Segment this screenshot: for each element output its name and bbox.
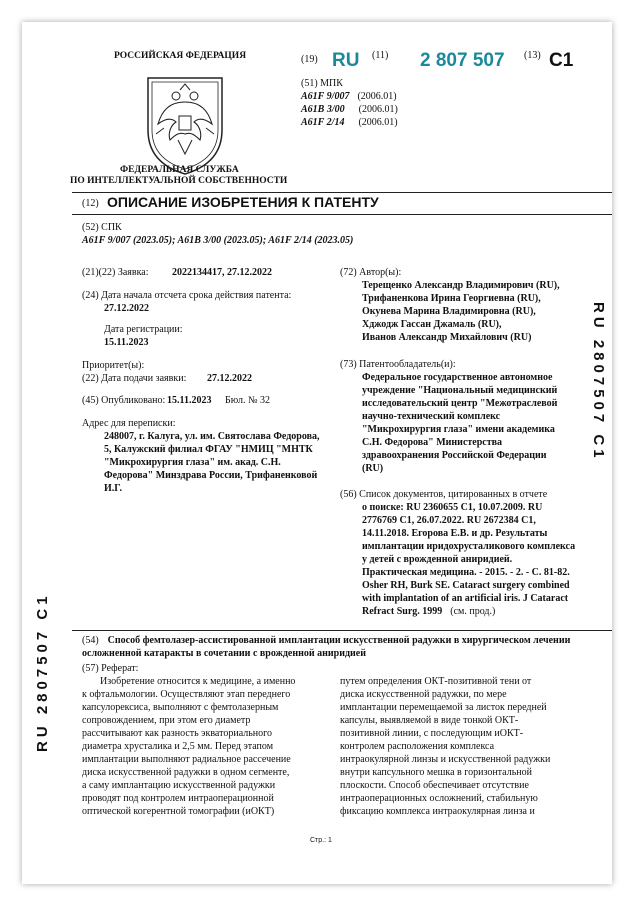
divider (72, 192, 612, 193)
address-label: Адрес для переписки: (82, 418, 176, 429)
cited-line: Osher RH, Burk SE. Cataract surgery combined (362, 580, 570, 591)
abstract-right-column (340, 675, 585, 818)
mpk-list (301, 90, 398, 129)
published-value: 15.11.2023 (167, 395, 212, 406)
holder-line: научно-технический комплекс (362, 411, 501, 422)
patent-page (22, 22, 612, 884)
title-code: (12) (82, 198, 99, 209)
agency-line-1: ФЕДЕРАЛЬНАЯ СЛУЖБА (120, 165, 239, 175)
authors-list (362, 279, 560, 344)
abstract-line: имплантации выполняют радиальное рассечение (82, 754, 291, 765)
holder-block (362, 371, 557, 475)
abstract-line: к офтальмологии. Осуществляют этап переднего (82, 689, 291, 700)
code-11: (11) (372, 50, 389, 61)
mpk-item: A61F 9/007 (2006.01) (301, 91, 397, 102)
holder-line: Федеральное государственное автономное (362, 372, 553, 383)
address-line: 5, Калужский филиал ФГАУ "НМИЦ "МНТК (104, 444, 313, 455)
abstract-line: имплантации перемещаемой за листок передней (340, 702, 547, 713)
abstract-line: диаметра хрусталика и 2,5 мм. Перед этапом (82, 741, 274, 752)
holder-line: здравоохранения Российской Федерации (362, 450, 547, 461)
filing-value: 27.12.2022 (207, 373, 252, 384)
address-line: И.Г. (104, 483, 123, 494)
coat-of-arms-emblem (140, 68, 230, 178)
author: Окунева Марина Владимировна (RU), (362, 306, 536, 317)
author: Хджодж Гассан Джамаль (RU), (362, 319, 502, 330)
abstract-line: внутри капсульного мешка в горизонтальной (340, 767, 532, 778)
published-label: (45) Опубликовано: (82, 395, 166, 406)
divider (72, 214, 612, 215)
address-block (104, 430, 320, 495)
abstract-line: контролем расположения комплекса (340, 741, 495, 752)
code-13: (13) (524, 50, 541, 61)
abstract-line: проводят под контролем интраоперационной (82, 793, 274, 804)
cited-line: Практическая медицина. - 2015. - 2. - С. 81-82. (362, 567, 570, 578)
term-label: (24) Дата начала отсчета срока действия патента: (82, 290, 292, 301)
filing-label: (22) Дата подачи заявки: (82, 373, 187, 384)
cited-line: 14.11.2018. Егорова Е.В. и др. Результаты (362, 528, 548, 539)
abstract-line: фиксацию комплекса интраокулярная линза и (340, 806, 535, 817)
cited-documents (340, 488, 585, 618)
authors-label: (72) Автор(ы): (340, 267, 402, 278)
abstract-line: а саму имплантацию искусственной радужки (82, 780, 276, 791)
abstract-line: рассчитывают как разность экваториального (82, 728, 272, 739)
abstract-line: капсулорексиса, выполняют с фемтолазерным (82, 702, 279, 713)
author: Трифаненкова Ирина Георгиевна (RU), (362, 293, 541, 304)
abstract-left-column (82, 675, 317, 818)
holder-line: (RU) (362, 463, 384, 474)
continued-note: (см. прод.) (450, 606, 496, 617)
invention-title-text: Способ фемтолазер-ассистированной имплантации искусственной радужки в хирургическом лечении осложненной катаракты в сочетании с врожденной аниридией (82, 635, 571, 659)
cited-line: (56) Список документов, цитированных в отчете (340, 489, 548, 500)
cited-line: о поиске: RU 2360655 C1, 10.07.2009. RU (362, 502, 543, 513)
abstract-line: интраоперационных осложнений, стабильную (340, 793, 538, 804)
holder-line: "Микрохирургия глаза" имени академика (362, 424, 555, 435)
kind-code: C1 (549, 50, 574, 71)
abstract-line: диска искусственной радужки в одном сегменте, (82, 767, 290, 778)
mpk-item: A61F 2/14 (2006.01) (301, 117, 398, 128)
cited-line: 2776769 C1, 26.07.2022. RU 2672384 C1, (362, 515, 536, 526)
abstract-line: путем определения ОКТ-позитивной тени от (340, 676, 532, 687)
invention-title (82, 634, 587, 660)
abstract-line: Изобретение относится к медицине, а именно (100, 676, 296, 687)
spk-label: (52) СПК (82, 222, 122, 233)
address-line: 248007, г. Калуга, ул. им. Святослава Федорова, (104, 431, 320, 442)
registration-label: Дата регистрации: (104, 324, 183, 335)
patent-number: 2 807 507 (420, 50, 505, 71)
cited-line: имплантации иридохрусталикового комплекса (362, 541, 576, 552)
address-line: "Микрохирургия глаза" им. акад. С.Н. (104, 457, 281, 468)
holder-line: исследовательский центр "Межотраслевой (362, 398, 558, 409)
side-number-left: RU 2807507 C1 (34, 592, 51, 752)
mpk-item: A61B 3/00 (2006.01) (301, 104, 398, 115)
cited-line: with implantation of an artificial iris. J Cataract (362, 593, 569, 604)
side-number-right: RU 2807507 C1 (590, 302, 607, 462)
address-line: Федорова" Минздрава России, Трифаненковой (104, 470, 318, 481)
divider (72, 630, 612, 631)
bulletin: Бюл. № 32 (225, 395, 270, 406)
spk-value: A61F 9/007 (2023.05); A61B 3/00 (2023.05); A61F 2/14 (2023.05) (82, 235, 354, 246)
code-19: (19) (301, 54, 318, 65)
application-label: (21)(22) Заявка: (82, 267, 149, 278)
abstract-label: (57) Реферат: (82, 663, 139, 674)
country-name: РОССИЙСКАЯ ФЕДЕРАЦИЯ (114, 51, 247, 61)
abstract-line: диска искусственной радужки, по мере (340, 689, 507, 700)
invention-code: (54) (82, 635, 99, 646)
document-title: ОПИСАНИЕ ИЗОБРЕТЕНИЯ К ПАТЕНТУ (107, 194, 379, 210)
page-number: Стр.: 1 (310, 837, 332, 844)
agency-line-2: ПО ИНТЕЛЛЕКТУАЛЬНОЙ СОБСТВЕННОСТИ (70, 176, 288, 186)
term-value: 27.12.2022 (104, 303, 149, 314)
abstract-line: сопровождением, при этом его диаметр (82, 715, 251, 726)
abstract-line: оптической когерентной томографии (иОКТ) (82, 806, 275, 817)
mpk-label: (51) МПК (301, 78, 343, 89)
priority-label: Приоритет(ы): (82, 360, 145, 371)
application-value: 2022134417, 27.12.2022 (172, 267, 272, 278)
holder-line: С.Н. Федорова" Министерства (362, 437, 503, 448)
abstract-line: интраокулярной линзы и искусственной радужки (340, 754, 551, 765)
cited-line: у детей с врожденной аниридией. (362, 554, 513, 565)
registration-value: 15.11.2023 (104, 337, 149, 348)
abstract-line: плоскости. Способ обеспечивает отсутствие (340, 780, 529, 791)
holder-label: (73) Патентообладатель(и): (340, 359, 456, 370)
country-code: RU (332, 50, 360, 71)
abstract-line: капсулы, выявляемой в виде тонкой ОКТ- (340, 715, 519, 726)
holder-line: учреждение "Национальный медицинский (362, 385, 558, 396)
abstract-line: позитивной линии, с последующим иОКТ- (340, 728, 524, 739)
author: Иванов Александр Михайлович (RU) (362, 332, 532, 343)
author: Терещенко Александр Владимирович (RU), (362, 280, 560, 291)
cited-line: Refract Surg. 1999 (см. прод.) (362, 606, 496, 617)
